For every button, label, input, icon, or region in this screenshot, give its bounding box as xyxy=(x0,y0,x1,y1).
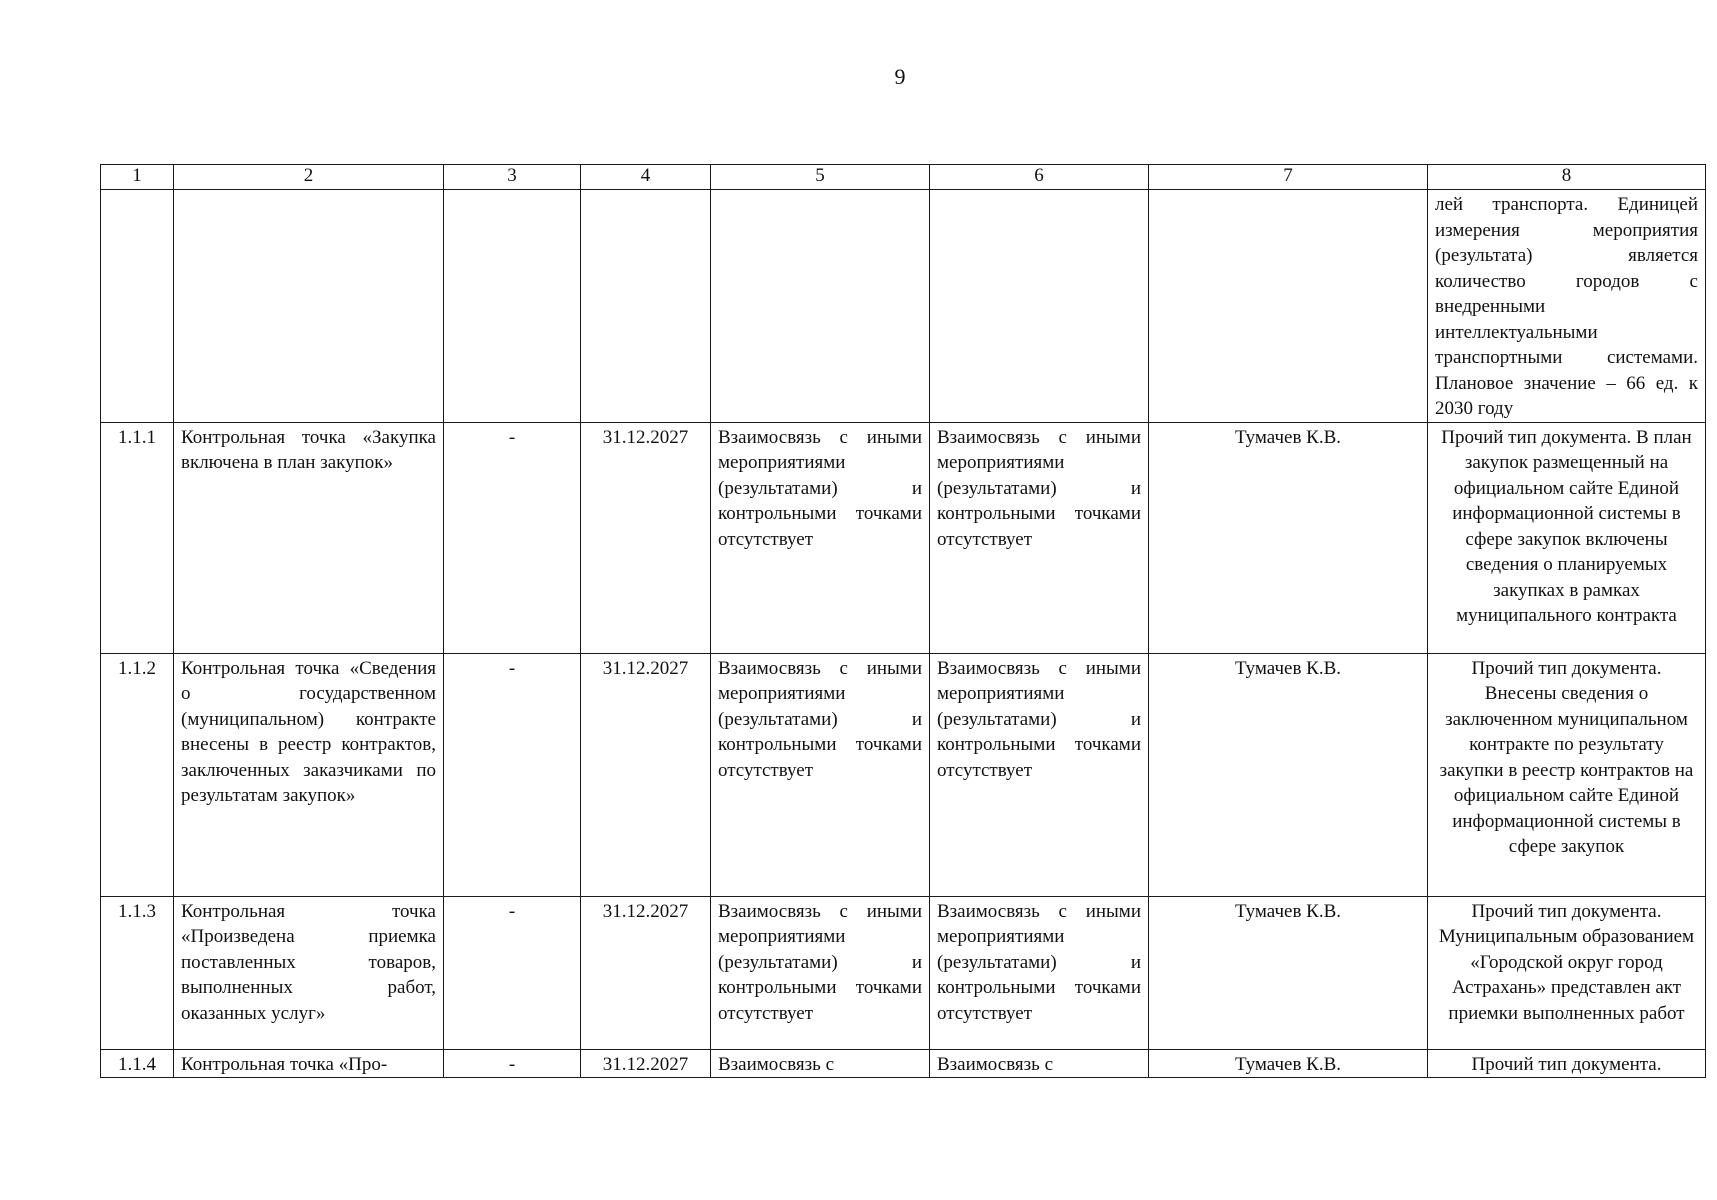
row-responsible: Тумачев К.В. xyxy=(1149,653,1428,896)
row-col3 xyxy=(444,190,581,423)
row-col6: Взаимосвязь с иными мероприятиями (результатами) и контрольными точками отсутствует xyxy=(930,896,1149,1049)
row-date: 31.12.2027 xyxy=(581,653,711,896)
row-col5: Взаимосвязь с xyxy=(711,1049,930,1078)
row-name: Контрольная точка «Произведена приемка поставленных товаров, выполненных работ, оказанных услуг» xyxy=(174,896,444,1049)
row-date: 31.12.2027 xyxy=(581,422,711,653)
row-col3: - xyxy=(444,653,581,896)
row-number: 1.1.1 xyxy=(101,422,174,653)
page-number: 9 xyxy=(894,64,906,89)
row-document: лей транспорта. Единицей измерения мероприятия (результата) является количество городов с внедренными интеллектуальными транспортными системами. Плановое значение – 66 ед. к 2030 году xyxy=(1428,190,1706,423)
row-document: Прочий тип документа. В план закупок размещенный на официальном сайте Единой информационной системы в сфере закупок включены сведения о планируемых закупках в рамках муниципального контракта xyxy=(1428,422,1706,653)
row-col5 xyxy=(711,190,930,423)
row-responsible: Тумачев К.В. xyxy=(1149,422,1428,653)
row-document: Прочий тип документа. Внесены сведения о заключенном муниципальном контракте по результату закупки в реестр контрактов на официальном сайте Единой информационной системы в сфере закупок xyxy=(1428,653,1706,896)
table-row xyxy=(101,653,1706,896)
row-number: 1.1.2 xyxy=(101,653,174,896)
column-number: 1 xyxy=(101,165,174,190)
row-col3: - xyxy=(444,422,581,653)
row-date: 31.12.2027 xyxy=(581,1049,711,1078)
row-col6: Взаимосвязь с xyxy=(930,1049,1149,1078)
table-row xyxy=(101,896,1706,1049)
column-number-row xyxy=(101,165,1706,190)
row-responsible: Тумачев К.В. xyxy=(1149,896,1428,1049)
row-col6 xyxy=(930,190,1149,423)
table-row xyxy=(101,190,1706,423)
row-number xyxy=(101,190,174,423)
column-number: 4 xyxy=(581,165,711,190)
row-col3: - xyxy=(444,896,581,1049)
row-col6: Взаимосвязь с иными мероприятиями (результатами) и контрольными точками отсутствует xyxy=(930,653,1149,896)
control-points-table xyxy=(100,164,1706,1078)
row-col5: Взаимосвязь с иными мероприятиями (результатами) и контрольными точками отсутствует xyxy=(711,653,930,896)
column-number: 3 xyxy=(444,165,581,190)
column-number: 7 xyxy=(1149,165,1428,190)
row-col3: - xyxy=(444,1049,581,1078)
table-row xyxy=(101,1049,1706,1078)
row-name xyxy=(174,190,444,423)
row-name: Контрольная точка «Закупка включена в план закупок» xyxy=(174,422,444,653)
row-document: Прочий тип документа. xyxy=(1428,1049,1706,1078)
row-col6: Взаимосвязь с иными мероприятиями (результатами) и контрольными точками отсутствует xyxy=(930,422,1149,653)
row-name: Контрольная точка «Сведения о государственном (муниципальном) контракте внесены в реестр контрактов, заключенных заказчиками по результатам закупок» xyxy=(174,653,444,896)
row-date xyxy=(581,190,711,423)
column-number: 8 xyxy=(1428,165,1706,190)
column-number: 5 xyxy=(711,165,930,190)
row-responsible xyxy=(1149,190,1428,423)
row-col5: Взаимосвязь с иными мероприятиями (результатами) и контрольными точками отсутствует xyxy=(711,422,930,653)
row-number: 1.1.4 xyxy=(101,1049,174,1078)
row-number: 1.1.3 xyxy=(101,896,174,1049)
row-date: 31.12.2027 xyxy=(581,896,711,1049)
row-document: Прочий тип документа. Муниципальным образованием «Городской округ город Астрахань» представлен акт приемки выполненных работ xyxy=(1428,896,1706,1049)
row-col5: Взаимосвязь с иными мероприятиями (результатами) и контрольными точками отсутствует xyxy=(711,896,930,1049)
column-number: 6 xyxy=(930,165,1149,190)
row-name: Контрольная точка «Про- xyxy=(174,1049,444,1078)
table-row xyxy=(101,422,1706,653)
row-responsible: Тумачев К.В. xyxy=(1149,1049,1428,1078)
column-number: 2 xyxy=(174,165,444,190)
